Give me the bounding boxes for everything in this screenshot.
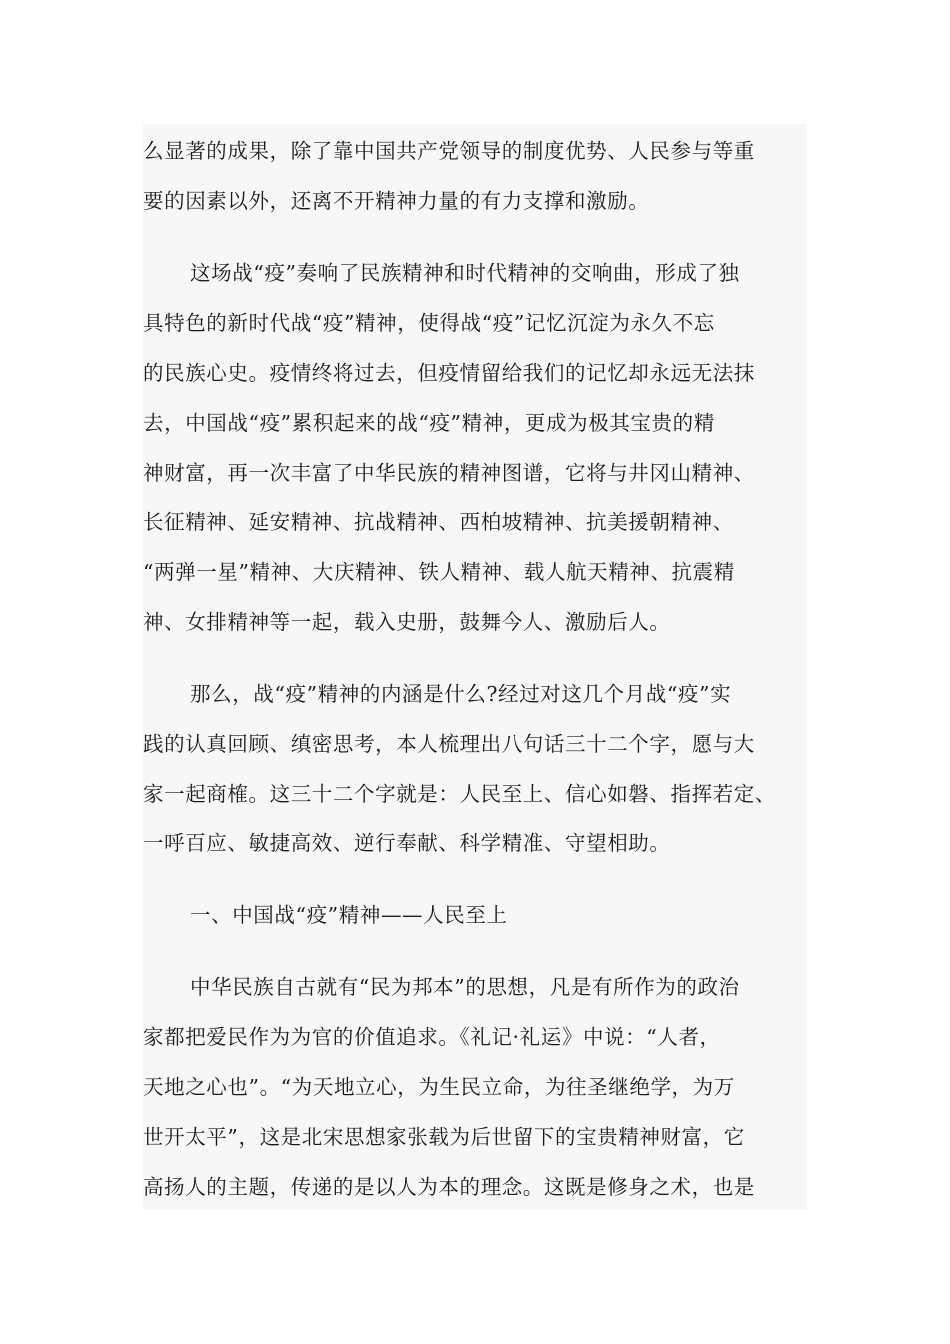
text-line: 那么，战“疫”精神的内涵是什么?经过对这几个月战“疫”实 <box>190 682 732 706</box>
text-line: 么显著的成果，除了靠中国共产党领导的制度优势、人民参与等重 <box>143 139 755 163</box>
section-heading: 一、中国战“疫”精神——人民至上 <box>190 903 508 927</box>
text-line: 去，中国战“疫”累积起来的战“疫”精神，更成为极其宝贵的精 <box>143 411 715 435</box>
text-line: 神财富，再一次丰富了中华民族的精神图谱，它将与井冈山精神、 <box>143 461 755 485</box>
text-line: 天地之心也”。“为天地立心，为生民立命，为往圣继绝学，为万 <box>143 1075 735 1099</box>
text-line: 践的认真回顾、缜密思考，本人梳理出八句话三十二个字，愿与大 <box>143 732 755 756</box>
text-line: 家一起商榷。这三十二个字就是：人民至上、信心如磐、指挥若定、 <box>143 782 776 806</box>
text-line: 具特色的新时代战“疫”精神，使得战“疫”记忆沉淀为永久不忘 <box>143 311 715 335</box>
text-line: 这场战“疫”奏响了民族精神和时代精神的交响曲，形成了独 <box>190 261 740 285</box>
text-line: 神、女排精神等一起，载入史册，鼓舞今人、激励后人。 <box>143 610 671 634</box>
text-line: 中华民族自古就有“民为邦本”的思想，凡是有所作为的政治 <box>190 975 740 999</box>
text-line: “两弹一星”精神、大庆精神、铁人精神、载人航天精神、抗震精 <box>143 560 735 584</box>
text-line: 要的因素以外，还离不开精神力量的有力支撑和激励。 <box>143 189 650 213</box>
text-line: 家都把爱民作为为官的价值追求。《礼记·礼运》中说：“人者， <box>143 1025 721 1049</box>
text-line: 的民族心史。疫情终将过去，但疫情留给我们的记忆却永远无法抹 <box>143 361 755 385</box>
text-line: 一呼百应、敏捷高效、逆行奉献、科学精准、守望相助。 <box>143 831 671 855</box>
text-line: 世开太平”，这是北宋思想家张载为后世留下的宝贵精神财富，它 <box>143 1125 745 1149</box>
text-line: 长征精神、延安精神、抗战精神、西柏坡精神、抗美援朝精神、 <box>143 510 734 534</box>
text-line: 高扬人的主题，传递的是以人为本的理念。这既是修身之术，也是 <box>143 1175 755 1199</box>
